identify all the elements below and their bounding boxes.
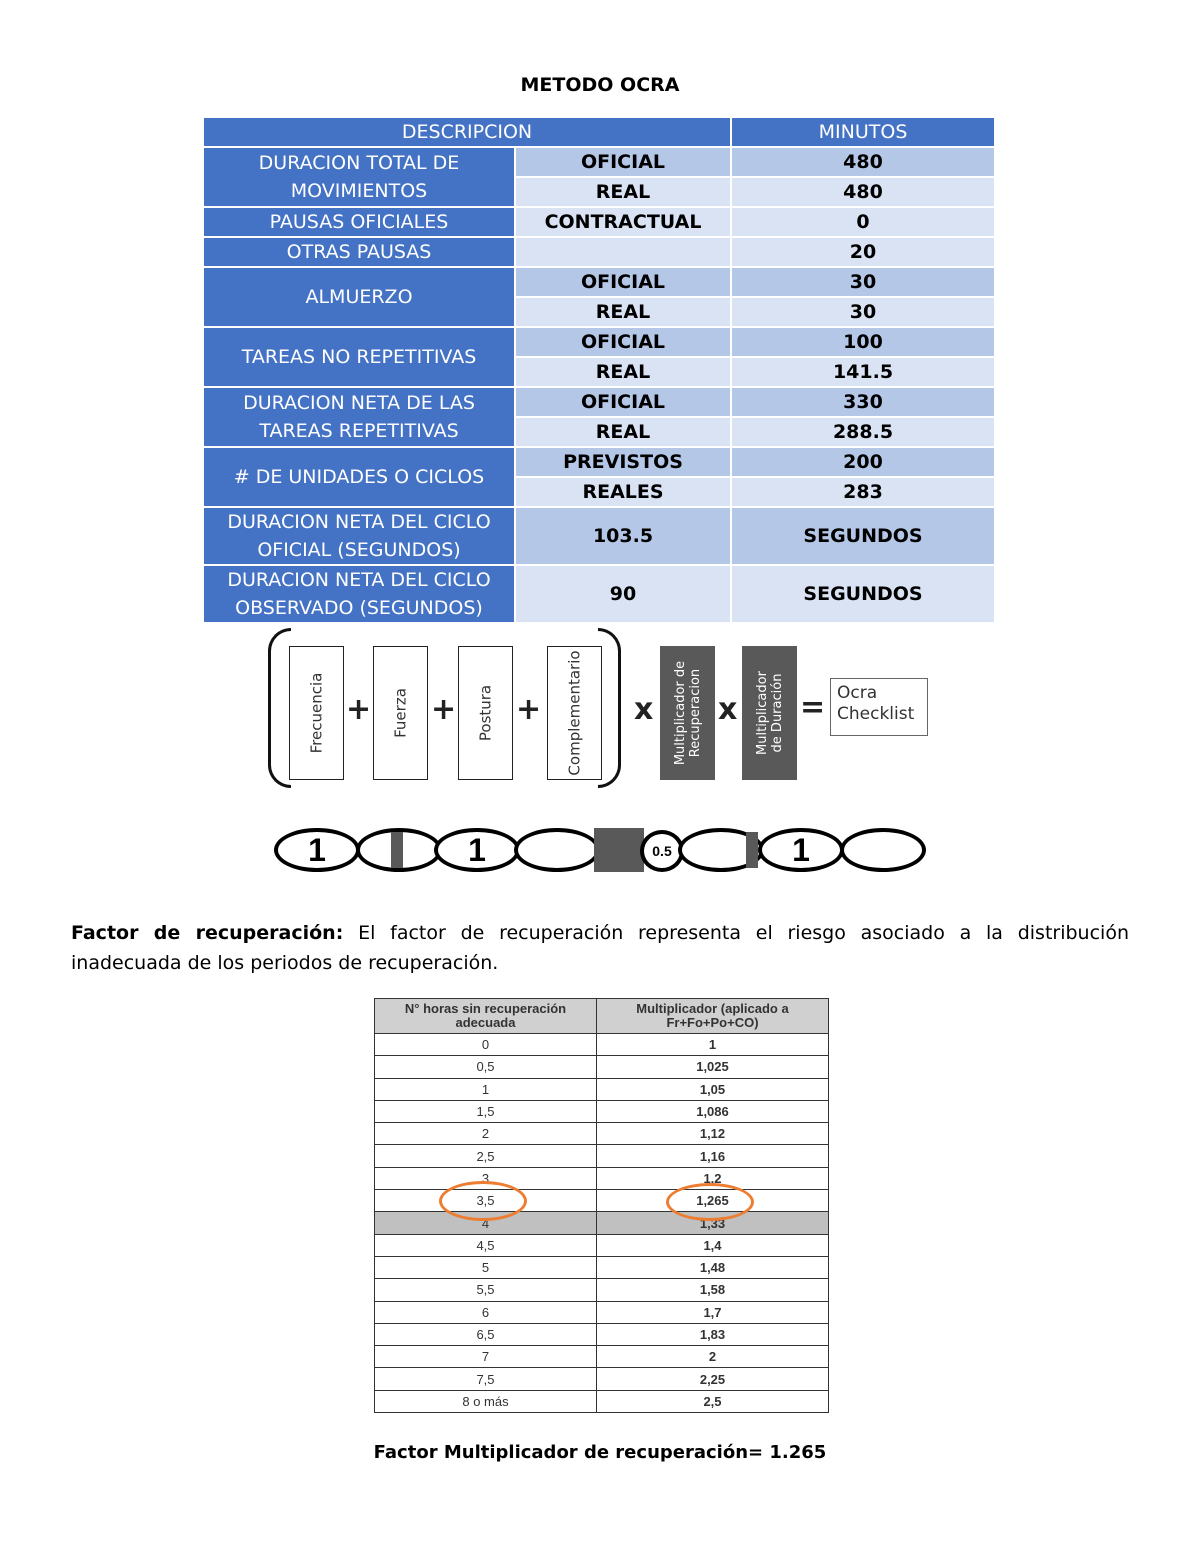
multiplier-cell: 1 <box>597 1034 829 1056</box>
row-label-almuerzo: ALMUERZO <box>204 268 516 328</box>
row-type: REAL <box>516 358 732 388</box>
table-row <box>375 1346 829 1368</box>
recovery-multiplier-result: Factor Multiplicador de recuperación= 1.265 <box>373 1442 827 1463</box>
chain-link-fuerza <box>434 828 520 872</box>
ocra-checklist-result-box <box>830 678 928 736</box>
mult-recuperacion-box <box>660 646 715 780</box>
multiplier-cell: 2 <box>597 1346 829 1368</box>
row-label-tareas-no-repetitivas: TAREAS NO REPETITIVAS <box>204 328 516 388</box>
chain-link <box>840 828 926 872</box>
row-type: CONTRACTUAL <box>516 208 732 238</box>
row-value: 100 <box>732 328 996 358</box>
chain-value: 0.5 <box>652 843 672 859</box>
fuerza-label: Fuerza <box>391 688 409 738</box>
multiplier-cell: 1,48 <box>597 1256 829 1278</box>
ocra-minutes-table <box>204 118 996 624</box>
row-value: 0 <box>732 208 996 238</box>
chain-value: 1 <box>468 832 486 868</box>
table-row <box>375 1256 829 1278</box>
times-operator: x <box>718 692 738 727</box>
header-descripcion: DESCRIPCION <box>204 118 732 148</box>
chain-link-frecuencia <box>274 828 360 872</box>
table-row <box>375 1056 829 1078</box>
multiplier-cell: 1,16 <box>597 1145 829 1167</box>
multiplier-cell: 1,2 <box>597 1167 829 1189</box>
multiplier-cell: 1,7 <box>597 1301 829 1323</box>
chain-value: 1 <box>308 832 326 868</box>
row-type: REALES <box>516 478 732 508</box>
left-parenthesis <box>268 628 291 788</box>
row-type: REAL <box>516 418 732 448</box>
hours-cell: 3 <box>375 1167 597 1189</box>
row-type <box>516 238 732 268</box>
row-type: OFICIAL <box>516 328 732 358</box>
result-line2: Checklist <box>837 704 915 724</box>
paragraph-term: Factor de recuperación: <box>71 922 344 944</box>
multiplier-cell: 2,25 <box>597 1368 829 1390</box>
plus-operator: + <box>346 692 372 727</box>
hours-cell: 5 <box>375 1256 597 1278</box>
multiplier-cell: 1,265 <box>597 1190 829 1212</box>
row-type: REAL <box>516 298 732 328</box>
hours-cell: 5,5 <box>375 1279 597 1301</box>
chain-bar <box>746 832 758 868</box>
hours-cell: 6,5 <box>375 1323 597 1345</box>
row-label-unidades: # DE UNIDADES O CICLOS <box>204 448 516 508</box>
hours-cell: 7,5 <box>375 1368 597 1390</box>
table-row <box>375 1145 829 1167</box>
plus-operator: + <box>516 692 542 727</box>
row-value: 20 <box>732 238 996 268</box>
header-multiplier: Multiplicador (aplicado a Fr+Fo+Po+CO) <box>597 999 829 1034</box>
multiplier-cell: 1,33 <box>597 1212 829 1234</box>
recovery-factor-paragraph <box>71 918 1129 978</box>
hours-cell: 7 <box>375 1346 597 1368</box>
multiplier-cell: 2,5 <box>597 1390 829 1412</box>
mult-duracion-box <box>742 646 797 780</box>
table-row <box>375 1078 829 1100</box>
hours-cell: 8 o más <box>375 1390 597 1412</box>
frecuencia-box <box>289 646 344 780</box>
row-type: PREVISTOS <box>516 448 732 478</box>
table-row <box>375 1279 829 1301</box>
complementario-box <box>547 646 602 780</box>
row-type: OFICIAL <box>516 268 732 298</box>
row-label-pausas-oficiales: PAUSAS OFICIALES <box>204 208 516 238</box>
hours-cell: 1 <box>375 1078 597 1100</box>
hours-cell: 4,5 <box>375 1234 597 1256</box>
row-value: 90 <box>516 566 732 624</box>
multiplier-cell: 1,83 <box>597 1323 829 1345</box>
hours-cell: 2,5 <box>375 1145 597 1167</box>
postura-box <box>458 646 513 780</box>
chain-block <box>594 828 644 872</box>
result-line1: Ocra <box>837 683 878 703</box>
complementario-label: Complementario <box>565 650 583 776</box>
hours-cell: 0 <box>375 1034 597 1056</box>
row-value: 283 <box>732 478 996 508</box>
table-row <box>375 1368 829 1390</box>
row-value: 200 <box>732 448 996 478</box>
table-row <box>375 1212 829 1234</box>
chain-link-duracion <box>758 828 844 872</box>
multiplier-cell: 1,086 <box>597 1100 829 1122</box>
highlight-circle-multiplier <box>666 1183 754 1221</box>
row-value: 30 <box>732 268 996 298</box>
row-type: OFICIAL <box>516 388 732 418</box>
row-type: OFICIAL <box>516 148 732 178</box>
frecuencia-label: Frecuencia <box>307 672 325 754</box>
row-label-ciclo-oficial: DURACION NETA DEL CICLO OFICIAL (SEGUNDOS) <box>204 508 516 566</box>
row-value: 480 <box>732 148 996 178</box>
table-row <box>375 1301 829 1323</box>
hours-cell: 3,5 <box>375 1190 597 1212</box>
row-value: 288.5 <box>732 418 996 448</box>
row-unit: SEGUNDOS <box>732 508 996 566</box>
multiplier-cell: 1,12 <box>597 1123 829 1145</box>
postura-label: Postura <box>476 684 494 742</box>
plus-operator: + <box>431 692 457 727</box>
row-value: 30 <box>732 298 996 328</box>
row-type: REAL <box>516 178 732 208</box>
highlight-circle-hours <box>439 1181 527 1221</box>
table-row <box>375 1234 829 1256</box>
table-row <box>375 1167 829 1189</box>
hours-cell: 1,5 <box>375 1100 597 1122</box>
chain-bar <box>391 832 403 868</box>
row-value: 103.5 <box>516 508 732 566</box>
right-parenthesis <box>598 628 621 788</box>
table-row <box>375 1034 829 1056</box>
table-row <box>375 1123 829 1145</box>
hours-cell: 4 <box>375 1212 597 1234</box>
hours-cell: 0,5 <box>375 1056 597 1078</box>
paragraph-text: El factor de recuperación representa el riesgo asociado a la distribución inadecuada de los periodos de recuperación. <box>71 922 1129 974</box>
mult-recuperacion-label: Multiplicador de Recuperacion <box>672 660 703 766</box>
multiplier-cell: 1,4 <box>597 1234 829 1256</box>
table-row <box>375 1390 829 1412</box>
table-row <box>375 1100 829 1122</box>
chain-link <box>514 828 600 872</box>
equals-operator: = <box>800 690 826 725</box>
row-label-otras-pausas: OTRAS PAUSAS <box>204 238 516 268</box>
row-label-duracion-total: DURACION TOTAL DE MOVIMIENTOS <box>204 148 516 208</box>
mult-duracion-label: Multiplicador de Duración <box>754 671 785 755</box>
row-label-ciclo-observado: DURACION NETA DEL CICLO OBSERVADO (SEGUNDOS) <box>204 566 516 624</box>
row-value: 330 <box>732 388 996 418</box>
row-label-duracion-neta: DURACION NETA DE LAS TAREAS REPETITIVAS <box>204 388 516 448</box>
times-operator: x <box>634 692 654 727</box>
page-title: METODO OCRA <box>520 74 680 96</box>
multiplier-cell: 1,025 <box>597 1056 829 1078</box>
row-unit: SEGUNDOS <box>732 566 996 624</box>
ocra-chain <box>274 826 926 874</box>
hours-cell: 6 <box>375 1301 597 1323</box>
multiplier-cell: 1,58 <box>597 1279 829 1301</box>
table-row <box>375 1323 829 1345</box>
multiplier-cell: 1,05 <box>597 1078 829 1100</box>
header-hours: N° horas sin recuperación adecuada <box>375 999 597 1034</box>
header-minutos: MINUTOS <box>732 118 996 148</box>
row-value: 480 <box>732 178 996 208</box>
row-value: 141.5 <box>732 358 996 388</box>
hours-cell: 2 <box>375 1123 597 1145</box>
chain-value: 1 <box>792 832 810 868</box>
fuerza-box <box>373 646 428 780</box>
ocra-formula-diagram <box>262 624 942 790</box>
